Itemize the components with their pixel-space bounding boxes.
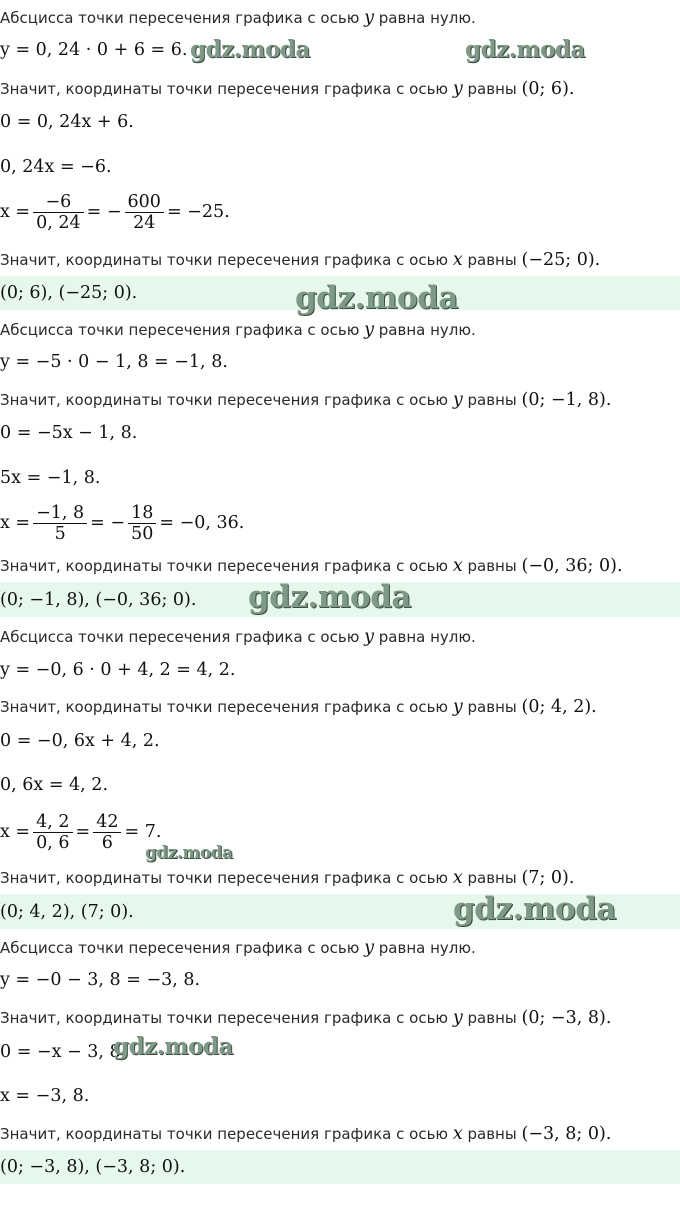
watermark: gdz.moda	[190, 36, 310, 63]
x-intercept-equation: 0 = −0, 6x + 4, 2.	[0, 731, 160, 751]
y-intercept-coordinates: Значит, координаты точки пересечения графика с осью y равны (0; −3, 8).	[0, 1008, 612, 1028]
fraction: $\frac{-6}{0, 24}$	[33, 192, 84, 233]
watermark: gdz.moda	[453, 891, 616, 927]
x-intercept-step: 0, 24x = −6.	[0, 157, 112, 177]
x-intercept-solution: x = $\frac{-6}{0, 24}$ = − $\frac{600}{24}$ = −25.	[0, 192, 230, 233]
watermark: gdz.moda	[295, 280, 458, 316]
x-intercept-coordinates: Значит, координаты точки пересечения графика с осью x равны (−25; 0).	[0, 250, 601, 270]
x-intercept-coordinates: Значит, координаты точки пересечения графика с осью x равны (7; 0).	[0, 868, 575, 888]
y-intercept-equation: y = −0 − 3, 8 = −3, 8.	[0, 970, 201, 990]
watermark: gdz.moda	[113, 1033, 233, 1060]
fraction: $\frac{-1, 8}{5}$	[33, 503, 87, 544]
abscissa-note: Абсцисса точки пересечения графика с осью y равна нулю.	[0, 320, 476, 340]
y-intercept-equation: y = −0, 6 · 0 + 4, 2 = 4, 2.	[0, 660, 236, 680]
x-intercept-equation: 0 = −5x − 1, 8.	[0, 423, 138, 443]
watermark: gdz.moda	[248, 579, 411, 615]
x-intercept-step: 0, 6x = 4, 2.	[0, 775, 109, 795]
x-intercept-coordinates: Значит, координаты точки пересечения графика с осью x равны (−0, 36; 0).	[0, 556, 623, 576]
watermark: gdz.moda	[465, 36, 585, 63]
x-intercept-solution: x = −3, 8.	[0, 1086, 90, 1106]
answer: (0; 6), (−25; 0).	[0, 283, 138, 303]
watermark: gdz.moda	[145, 843, 233, 863]
y-intercept-equation: y = 0, 24 · 0 + 6 = 6.	[0, 40, 188, 60]
y-intercept-coordinates: Значит, координаты точки пересечения графика с осью y равны (0; −1, 8).	[0, 390, 612, 410]
fraction: $\frac{4, 2}{0, 6}$	[33, 812, 72, 853]
answer: (0; 4, 2), (7; 0).	[0, 902, 134, 922]
fraction: $\frac{18}{50}$	[128, 503, 156, 544]
x-intercept-coordinates: Значит, координаты точки пересечения графика с осью x равны (−3, 8; 0).	[0, 1124, 612, 1144]
x-intercept-step: 5x = −1, 8.	[0, 468, 101, 488]
answer: (0; −3, 8), (−3, 8; 0).	[0, 1157, 186, 1177]
abscissa-note: Абсцисса точки пересечения графика с осью y равна нулю.	[0, 938, 476, 958]
abscissa-note: Абсцисса точки пересечения графика с осью y равна нулю.	[0, 627, 476, 647]
y-intercept-coordinates: Значит, координаты точки пересечения графика с осью y равны (0; 4, 2).	[0, 697, 597, 717]
fraction: $\frac{42}{6}$	[93, 812, 121, 853]
fraction: $\frac{600}{24}$	[125, 192, 164, 233]
x-intercept-equation: 0 = 0, 24x + 6.	[0, 112, 134, 132]
x-intercept-equation: 0 = −x − 3, 8.	[0, 1042, 127, 1062]
abscissa-note: Абсцисса точки пересечения графика с осью y равна нулю.	[0, 8, 476, 28]
y-intercept-equation: y = −5 · 0 − 1, 8 = −1, 8.	[0, 352, 228, 372]
x-intercept-solution: x = $\frac{4, 2}{0, 6}$ = $\frac{42}{6}$ = 7.	[0, 812, 162, 853]
answer: (0; −1, 8), (−0, 36; 0).	[0, 590, 197, 610]
x-intercept-solution: x = $\frac{-1, 8}{5}$ = − $\frac{18}{50}$ = −0, 36.	[0, 503, 245, 544]
y-intercept-coordinates: Значит, координаты точки пересечения графика с осью y равны (0; 6).	[0, 79, 575, 99]
